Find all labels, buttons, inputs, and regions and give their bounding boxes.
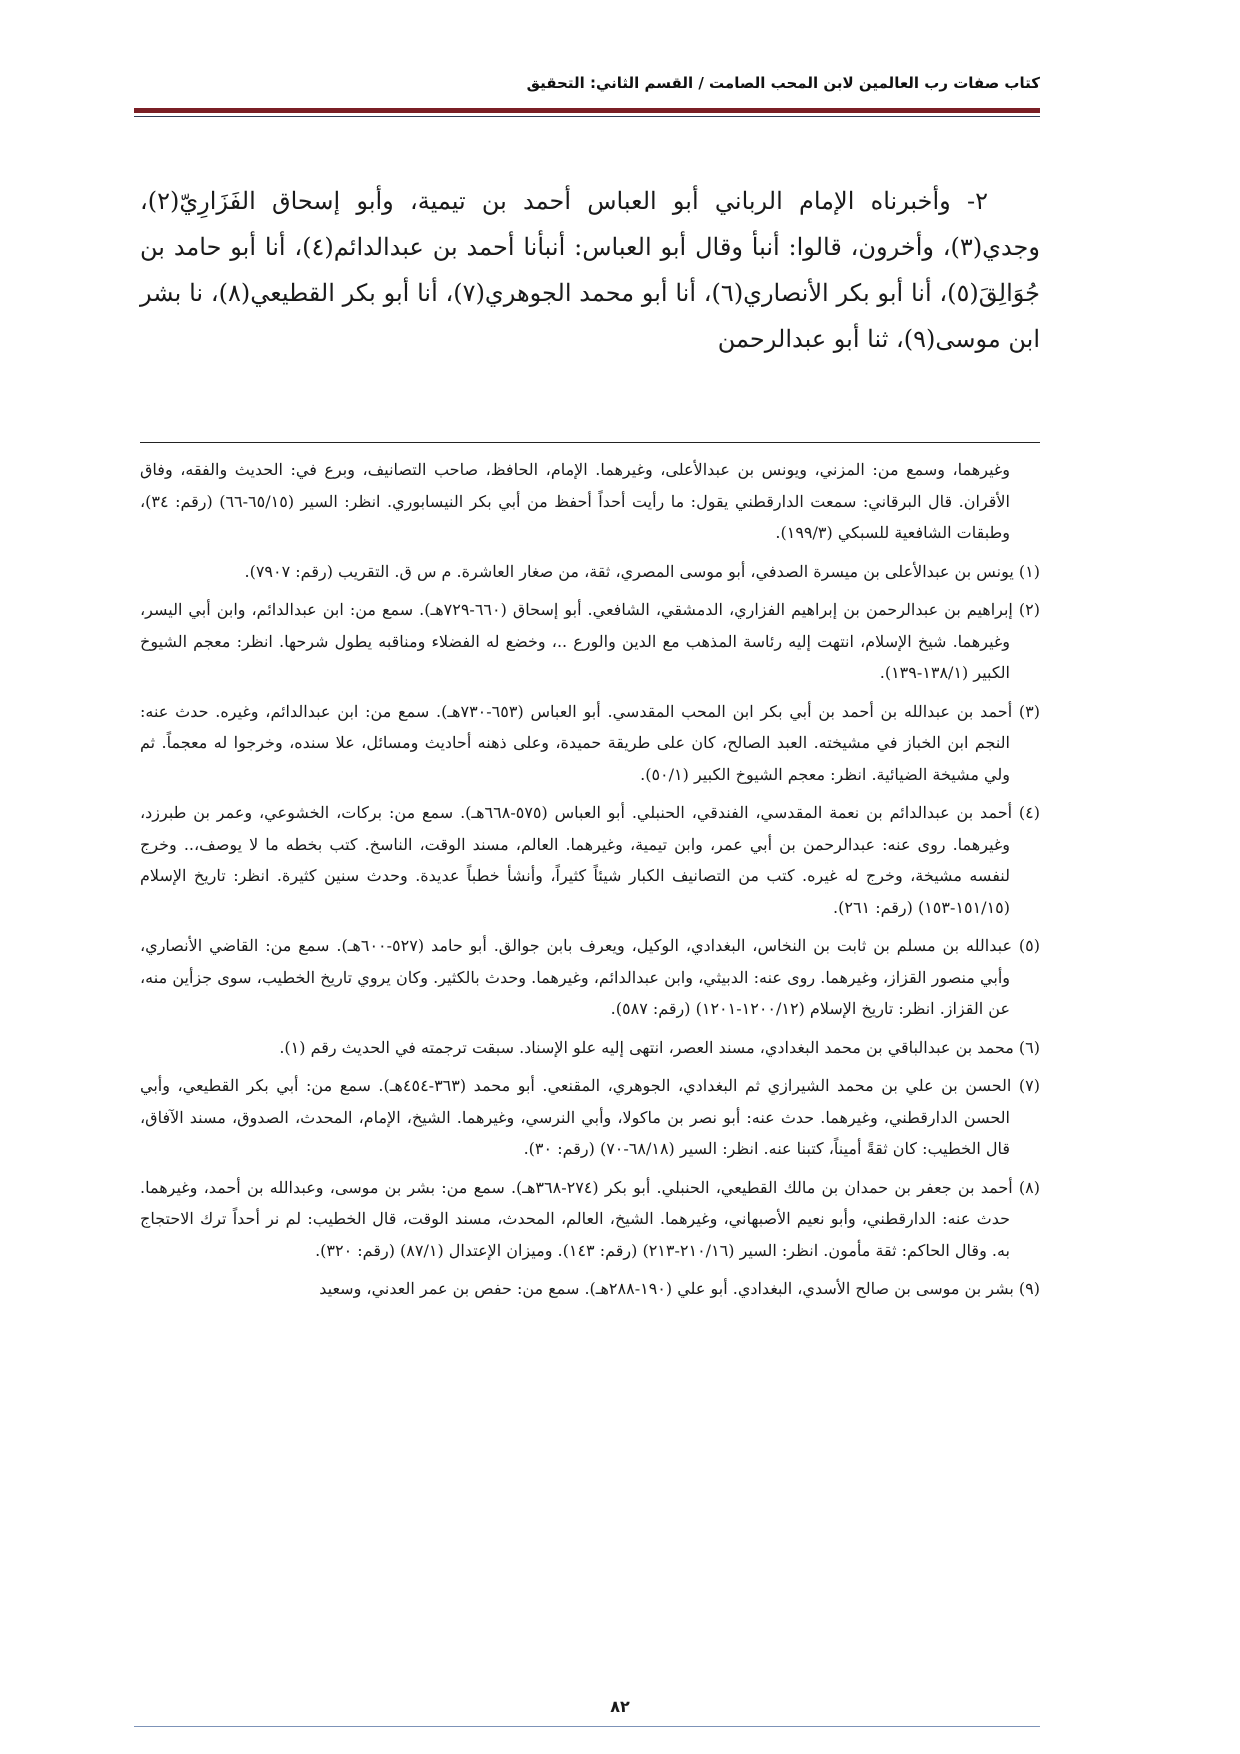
- footnote-5: (٥) عبدالله بن مسلم بن ثابت بن النخاس، البغدادي، الوكيل، ويعرف بابن جوالق. أبو حامد (٥٢٧-٦٠٠هـ). سمع من: القاضي الأنصاري، وأبي منصور القزاز، وغيرهما. روى عنه: الدبيثي، وابن عبدالدائم، وغيرهما. وحدث بالكثير. وكان يروي تاريخ الخطيب، سوى جزأين منه، عن القزاز. انظر: تاريخ الإسلام (١٢٠٠/١٢-١٢٠١) (رقم: ٥٨٧).: [140, 936, 1040, 1018]
- footer-rule: [134, 1726, 1040, 1727]
- page-number: ٨٢: [610, 1697, 630, 1716]
- footnote-4: (٤) أحمد بن عبدالدائم بن نعمة المقدسي، الفندقي، الحنبلي. أبو العباس (٥٧٥-٦٦٨هـ). سمع من: بركات، الخشوعي، وعمر بن طبرزد، وغيرهما. روى عنه: عبدالرحمن بن أبي عمر، وابن تيمية، وغيرهما. العالم، مسند الوقت، الناسخ. كتب بخطه ما لا يوصف،.. وخرج لنفسه مشيخة، وخرج له غيره. كتب من التصانيف الكبار شيئاً كثيراً، وأنشأ خطباً عديدة. وحدث سنين كثيرة. انظر: تاريخ الإسلام (١٥١/١٥-١٥٣) (رقم: ٢٦١).: [140, 803, 1041, 917]
- footnote-6: (٦) محمد بن عبدالباقي بن محمد البغدادي، مسند العصر، انتهى إليه علو الإسناد. سبقت ترجمته في الحديث رقم (١).: [279, 1037, 1040, 1057]
- footnote-1: (١) يونس بن عبدالأعلى بن ميسرة الصدفي، أبو موسى المصري، ثقة، من صغار العاشرة. م س ق. التقريب (رقم: ٧٩٠٧).: [244, 561, 1040, 581]
- header-rule-thick: [134, 108, 1040, 113]
- footnotes-section: [140, 454, 1040, 1312]
- main-paragraph: ٢- وأخبرناه الإمام الرباني أبو العباس أحمد بن تيمية، وأبو إسحاق الفَزَارِيّ(٢)، وجدي(٣)، وأخرون، قالوا: أنبأ وقال أبو العباس: أنبأنا أحمد بن عبدالدائم(٤)، أنا أبو حامد بن جُوَالِقَ(٥)، أنا أبو بكر الأنصاري(٦)، أنا أبو محمد الجوهري(٧)، أنا أبو بكر القطيعي(٨)، نا بشر ابن موسى(٩)، ثنا أبو عبدالرحمن: [140, 187, 1040, 353]
- footnote-continuation: وغيرهما، وسمع من: المزني، ويونس بن عبدالأعلى، وغيرهما. الإمام، الحافظ، صاحب التصانيف، وبرع في: الحديث والفقه، وفاق الأقران. قال البرقاني: سمعت الدارقطني يقول: ما رأيت أحداً أحفظ من أبي بكر النيسابوري. انظر: السير (٦٥/١٥-٦٦) (رقم: ٣٤)، وطبقات الشافعية للسبكي (١٩٩/٣).: [140, 460, 1010, 542]
- footnote-3: (٣) أحمد بن عبدالله بن أحمد بن أبي بكر ابن المحب المقدسي. أبو العباس (٦٥٣-٧٣٠هـ). سمع من: ابن عبدالدائم، وغيره. حدث عنه: النجم ابن الخباز في مشيخته. العبد الصالح، كان على طريقة حميدة، وعلى ذهنه أحاديث ومسائل، علا سنده، وخرجوا له معجماً. ثم ولي مشيخة الضيائية. انظر: معجم الشيوخ الكبير (٥٠/١).: [140, 701, 1041, 784]
- header-rule-thin: [134, 116, 1040, 117]
- footnote-8: (٨) أحمد بن جعفر بن حمدان بن مالك القطيعي، الحنبلي. أبو بكر (٢٧٤-٣٦٨هـ). سمع من: بشر بن موسى، وعبدالله بن أحمد، وغيرهما. حدث عنه: الدارقطني، وأبو نعيم الأصبهاني، وغيرهما. الشيخ، العالم، المحدث، مسند الوقت، قال الخطيب: لم نر أحداً ترك الاحتجاج به. وقال الحاكم: ثقة مأمون. انظر: السير (٢١٠/١٦-٢١٣) (رقم: ١٤٣). وميزان الإعتدال (٨٧/١) (رقم: ٣٢٠).: [140, 1177, 1041, 1260]
- footnote-9: (٩) بشر بن موسى بن صالح الأسدي، البغدادي. أبو علي (١٩٠-٢٨٨هـ). سمع من: حفص بن عمر العدني، وسعيد: [319, 1279, 1040, 1298]
- footnote-2: (٢) إبراهيم بن عبدالرحمن بن إبراهيم الفزاري، الدمشقي، الشافعي. أبو إسحاق (٦٦٠-٧٢٩هـ). سمع من: ابن عبدالدائم، وابن أبي اليسر، وغيرهما. شيخ الإسلام، انتهت إليه رئاسة المذهب مع الدين والورع ..، وخضع له الفضلاء ومناقبه يطول شرحها. انظر: معجم الشيوخ الكبير (١٣٨/١-١٣٩).: [140, 600, 1040, 682]
- footnote-separator: [140, 442, 1040, 443]
- running-header-title: كتاب صفات رب العالمين لابن المحب الصامت / القسم الثاني: التحقيق: [526, 74, 1040, 92]
- footnote-7: (٧) الحسن بن علي بن محمد الشيرازي ثم البغدادي، الجوهري، المقنعي. أبو محمد (٣٦٣-٤٥٤هـ). سمع من: أبي بكر القطيعي، وأبي الحسن الدارقطني، وغيرهما. حدث عنه: أبو نصر بن ماكولا، وأبي النرسي، وغيرهما. الشيخ، الإمام، المحدث، الصدوق، مسند الآفاق، قال الخطيب: كان ثقةً أميناً، كتبنا عنه. انظر: السير (٦٨/١٨-٧٠) (رقم: ٣٠).: [140, 1076, 1040, 1158]
- main-text-block: [140, 178, 1040, 362]
